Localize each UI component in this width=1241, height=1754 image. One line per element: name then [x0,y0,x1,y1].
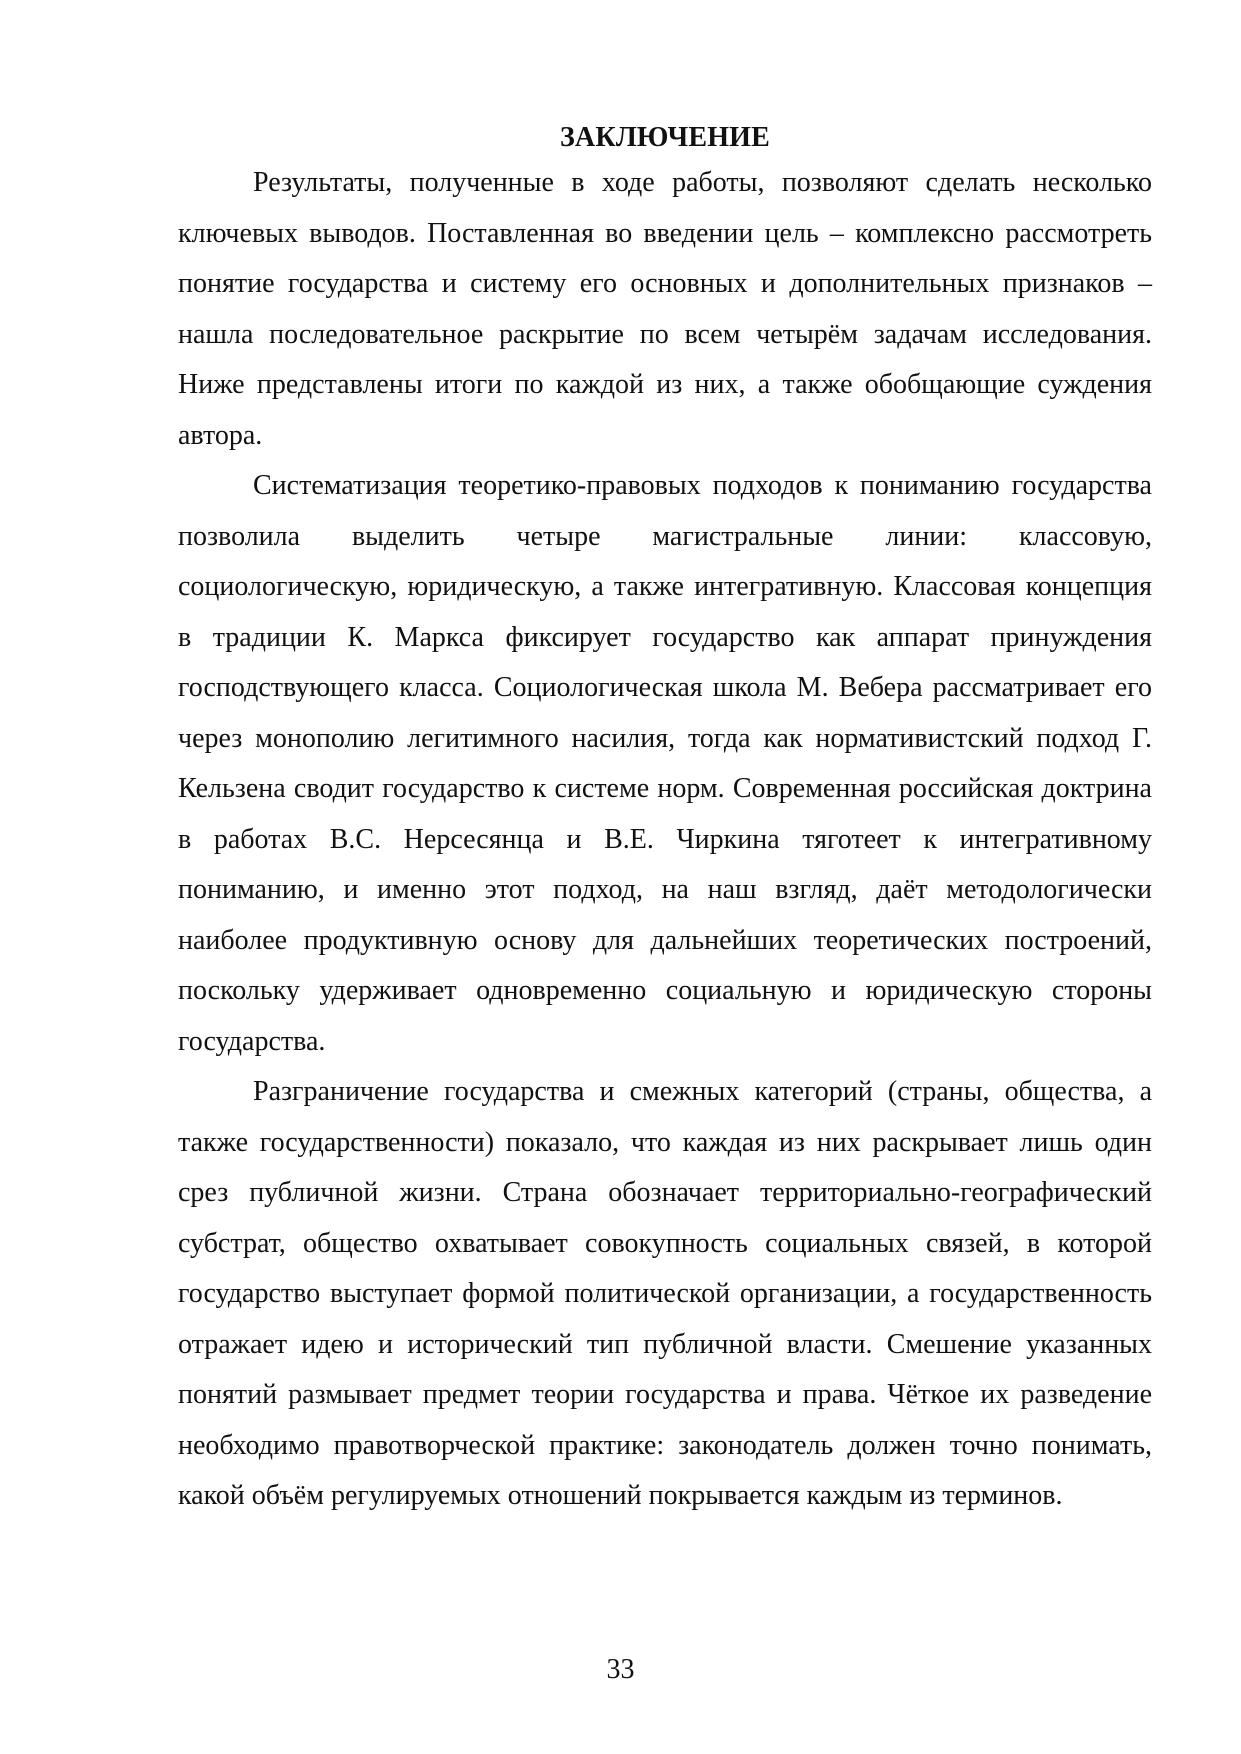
paragraph-1: Результаты, полученные в ходе работы, позволяют сделать несколько ключевых выводов. Поставленная во введении цель – комплексно рассмотреть понятие государства и систему его основных и дополнительных признаков – нашла последовательное раскрытие по всем четырём задачам исследования. Ниже представлены итоги по каждой из них, а также обобщающие суждения автора. [178,167,1152,451]
page-number: 33 [606,1654,635,1685]
section-heading: ЗАКЛЮЧЕНИЕ [559,122,771,153]
paragraph-2: Систематизация теоретико-правовых подходов к пониманию государства позволила выделить четыре магистральные линии: классовую, социологическую, юридическую, а также интегративную. Классовая концепция в традиции К. Маркса фиксирует государство как аппарат принуждения господствующего класса. Социологическая школа М. Вебера рассматривает его через монополию легитимного насилия, тогда как нормативистский подход Г. Кельзена сводит государство к системе норм. Современная российская доктрина в работах В.С. Нерсесянца и В.Е. Чиркина тяготеет к интегративному пониманию, и именно этот подход, на наш взгляд, даёт методологически наиболее продуктивную основу для дальнейших теоретических построений, поскольку удерживает одновременно социальную и юридическую стороны государства. [178,470,1152,1057]
paragraph-3: Разграничение государства и смежных категорий (страны, общества, а также государственности) показало, что каждая из них раскрывает лишь один срез публичной жизни. Страна обозначает территориально-географический субстрат, общество охватывает совокупность социальных связей, в которой государство выступает формой политической организации, а государственность отражает идею и исторический тип публичной власти. Смешение указанных понятий размывает предмет теории государства и права. Чёткое их разведение необходимо правотворческой практике: законодатель должен точно понимать, какой объём регулируемых отношений покрывается каждым из терминов. [178,1076,1152,1511]
page-body [178,118,1152,1522]
